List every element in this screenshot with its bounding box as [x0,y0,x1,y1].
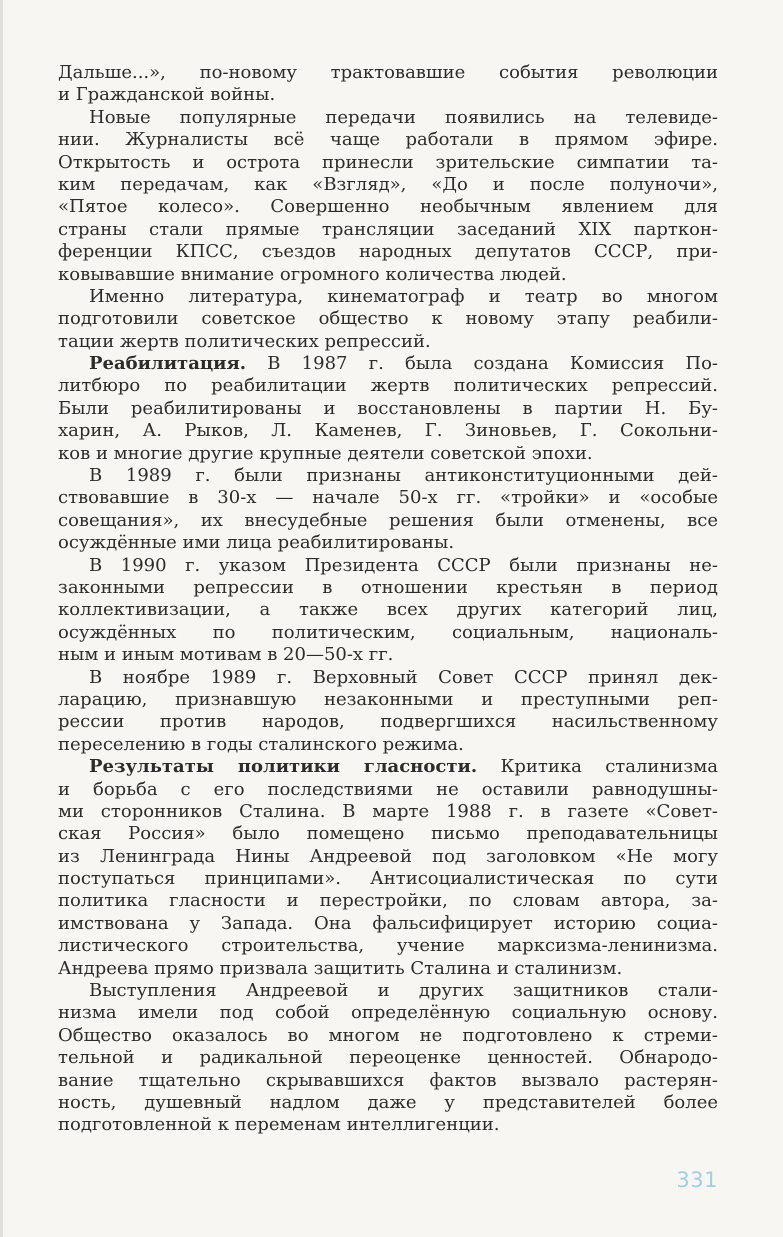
text-line [58,846,718,868]
text-line-content: ным и иным мотивам в 20—50-х гг. [58,644,394,666]
text-line-content: В ноябре 1989 г. Верховный Совет СССР принял дек- [89,666,718,688]
text-line [58,958,718,980]
text-line [58,1092,718,1114]
text-line [58,734,718,756]
text-line-content: осуждённые ими лица реабилитированы. [58,532,455,554]
text-line [58,196,718,218]
paragraph [58,107,718,286]
text-line [58,689,718,711]
text-line [58,1114,718,1136]
text-line-content: Были реабилитированы и восстановлены в партии Н. Бу- [58,397,718,419]
text-line [58,465,718,487]
text-line [58,823,718,845]
text-line [58,219,718,241]
section-heading: Результаты политики гласности. [89,756,478,778]
text-line-content: совещания», их внесудебные решения были отменены, все [58,509,718,531]
text-line-content: подготовили советское общество к новому этапу реабили- [58,308,718,330]
text-line-content: Общество оказалось во многом не подготовлено к стреми- [58,1024,718,1046]
text-line-content: Открытость и острота принесли зрительские симпатии та- [58,151,718,173]
text-line-content: ференции КПСС, съездов народных депутатов СССР, при- [58,241,718,263]
text-line-content: В 1987 г. была создана Комиссия По- [267,353,718,375]
text-line [58,1047,718,1069]
text-line-content: осуждённых по политическим, социальным, националь- [58,621,718,643]
paragraph [58,555,718,667]
text-line [58,286,718,308]
text-line-content: тельной и радикальной переоценке ценностей. Обнародо- [58,1047,718,1069]
text-line [58,622,718,644]
page-body [58,62,718,1137]
text-line [58,935,718,957]
text-line [58,532,718,554]
paragraph [58,756,718,980]
text-line [58,890,718,912]
text-line-content: ков и многие другие крупные деятели советской эпохи. [58,442,593,464]
text-line [58,667,718,689]
text-line-content: «Пятое колесо». Совершенно необычным явлением для [58,196,718,218]
text-line [58,1025,718,1047]
text-line-content: вание тщательно скрывавшихся фактов вызвало растерян- [58,1069,718,1091]
text-line-content: имствована у Запада. Она фальсифицирует историю социа- [58,912,718,934]
page-number: 331 [676,1168,718,1192]
text-line [58,129,718,151]
text-line-content: харин, А. Рыков, Л. Каменев, Г. Зиновьев, Г. Сокольни- [58,420,718,442]
text-line [58,980,718,1002]
text-line [58,711,718,733]
text-line-content: ность, душевный надлом даже у представителей более [58,1091,718,1113]
text-line-content: Выступления Андреевой и других защитников стали- [89,980,718,1002]
paragraph [58,62,718,107]
text-line-content: тации жертв политических репрессий. [58,330,431,352]
text-line [58,331,718,353]
text-line [58,264,718,286]
text-line [58,599,718,621]
text-line-content: ким передачам, как «Взгляд», «До и после полуночи», [58,173,718,195]
paragraph [58,667,718,757]
text-line [58,577,718,599]
text-line [58,62,718,84]
text-line-content: Андреева прямо призвала защитить Сталина и сталинизм. [58,957,623,979]
text-line [58,801,718,823]
text-line [58,420,718,442]
paragraph [58,980,718,1137]
text-line-content: подготовленной к переменам интеллигенции. [58,1114,500,1136]
text-line-content: и Гражданской войны. [58,84,276,106]
text-line [58,308,718,330]
page-edge-rule [0,0,3,1237]
text-line-content: Критика сталинизма [500,756,718,778]
text-line [58,241,718,263]
text-line-content: литбюро по реабилитации жертв политических репрессий. [58,375,718,397]
text-line [58,644,718,666]
text-line [58,487,718,509]
text-line [58,107,718,129]
text-line-content: рессии против народов, подвергшихся насильственному [58,711,718,733]
text-line [58,510,718,532]
text-line [58,375,718,397]
text-line [58,84,718,106]
text-line-content: ковывавшие внимание огромного количества людей. [58,263,567,285]
text-line-content: ская Россия» было помещено письмо преподавательницы [58,823,718,845]
text-line [58,1002,718,1024]
text-line-content: нии. Журналисты всё чаще работали в прямом эфире. [58,129,718,151]
text-line-content: ларацию, признавшую незаконными и преступными реп- [58,688,718,710]
text-line-content: законными репрессии в отношении крестьян в период [58,576,718,598]
text-line-content: коллективизации, а также всех других категорий лиц, [58,599,718,621]
paragraph [58,286,718,353]
text-line-content: Дальше...», по-новому трактовавшие события революции [58,62,718,83]
text-line [58,174,718,196]
text-line-content: переселению в годы сталинского режима. [58,733,464,755]
text-line-content: низма имели под собой определённую социальную основу. [58,1002,718,1024]
text-line-content: ми сторонников Сталина. В марте 1988 г. в газете «Совет- [58,800,718,822]
text-line [58,555,718,577]
paragraph [58,353,718,465]
text-line-content: ствовавшие в 30-х — начале 50-х гг. «тройки» и «особые [58,487,718,509]
text-line [58,779,718,801]
text-line [58,398,718,420]
text-line [58,756,718,778]
text-line [58,353,718,375]
text-line-content: страны стали прямые трансляции заседаний XIX парткон- [58,218,718,240]
paragraph [58,465,718,555]
text-line-content: В 1990 г. указом Президента СССР были признаны не- [89,554,718,576]
text-line-content: В 1989 г. были признаны антиконституционными дей- [89,465,718,487]
section-heading: Реабилитация. [89,353,247,375]
text-line-content: Новые популярные передачи появились на телевиде- [89,106,718,128]
text-line [58,1070,718,1092]
text-line-content: листического строительства, учение марксизма-ленинизма. [58,935,718,957]
text-line-content: из Ленинграда Нины Андреевой под заголовком «Не могу [58,845,718,867]
text-line [58,443,718,465]
text-line [58,913,718,935]
text-line-content: и борьба с его последствиями не оставили равнодушны- [58,778,718,800]
text-line-content: политика гласности и перестройки, по словам автора, за- [58,890,718,912]
text-line-content: Именно литература, кинематограф и театр во многом [89,285,718,307]
text-line-content: поступаться принципами». Антисоциалистическая по сути [58,868,718,890]
text-line [58,152,718,174]
text-line [58,868,718,890]
